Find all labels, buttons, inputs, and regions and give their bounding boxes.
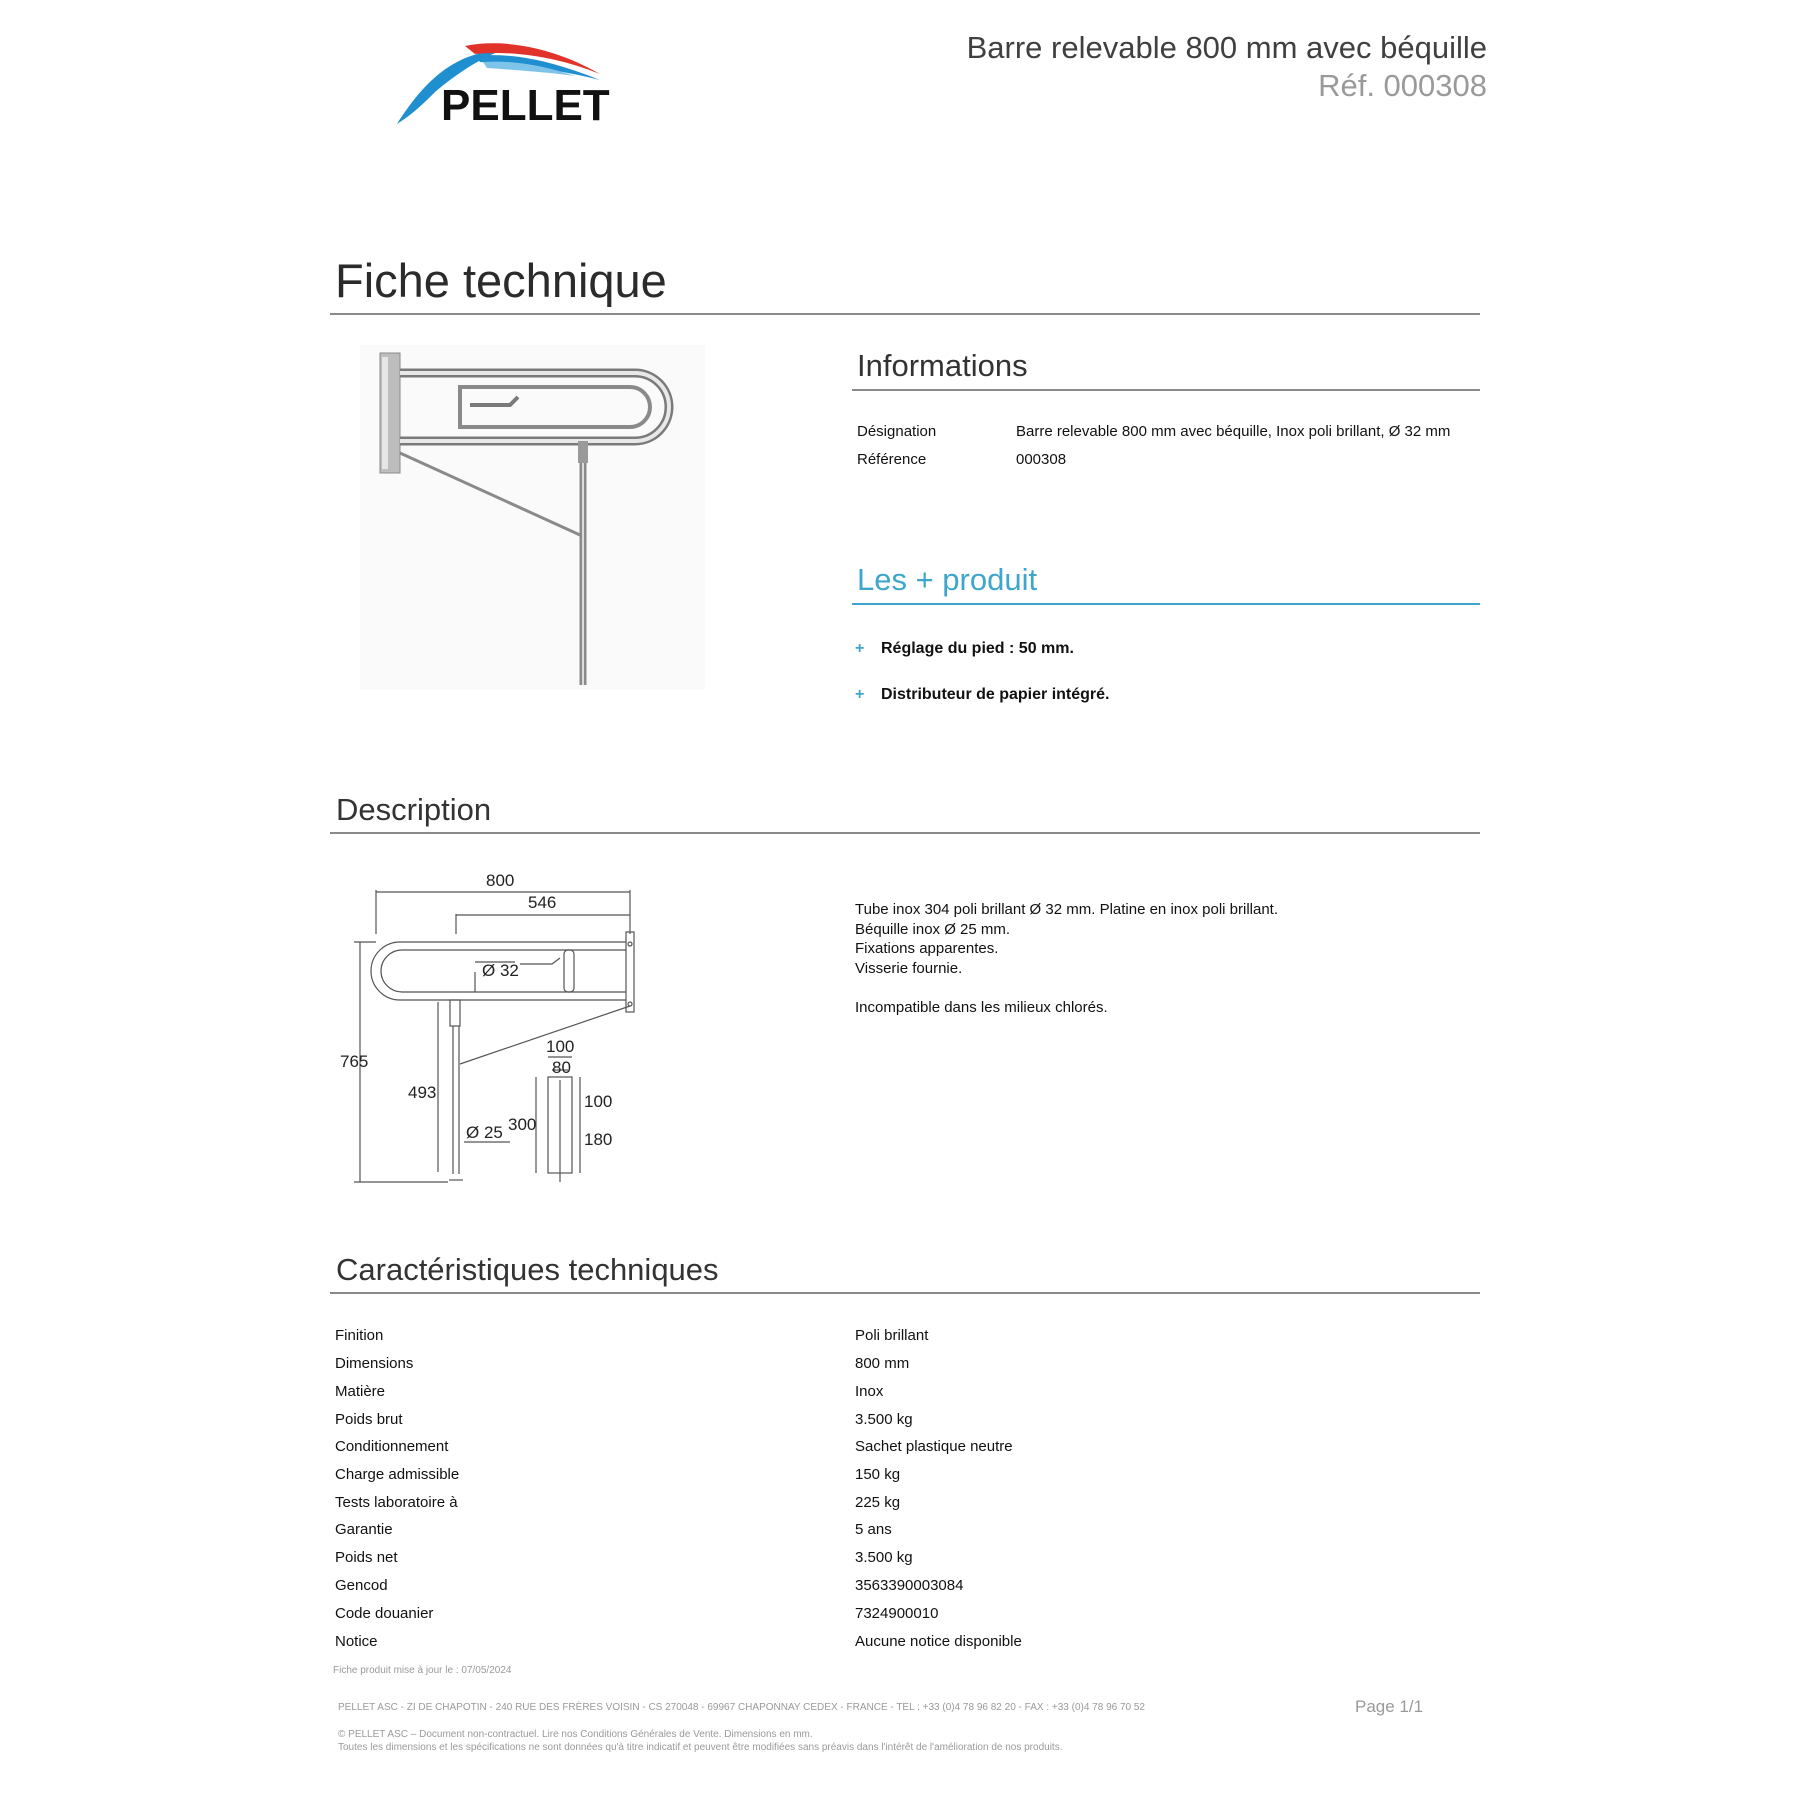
dim-label: 765: [340, 1052, 369, 1071]
spec-label-tests: Tests laboratoire à: [335, 1494, 458, 1511]
dim-label: 493: [408, 1083, 437, 1102]
description-text: [855, 900, 1455, 1017]
dim-label: 100: [546, 1037, 575, 1056]
spec-value-tests: 225 kg: [855, 1494, 901, 1511]
spec-value-matiere: Inox: [855, 1383, 884, 1400]
spec-label-conditionnement: Conditionnement: [335, 1438, 449, 1455]
spec-value-code-douanier: 7324900010: [855, 1605, 939, 1622]
spec-label-notice: Notice: [335, 1633, 378, 1650]
document-reference: Réf. 000308: [1318, 68, 1487, 103]
plus-item-text: Réglage du pied : 50 mm.: [881, 640, 1074, 657]
spec-label-code-douanier: Code douanier: [335, 1605, 434, 1622]
plus-produit-rule: [852, 603, 1480, 605]
spec-value-poids-net: 3.500 kg: [855, 1549, 913, 1566]
footer-updated: Fiche produit mise à jour le : 07/05/2024: [333, 1665, 512, 1676]
spec-value-poids-brut: 3.500 kg: [855, 1411, 913, 1428]
description-rule: [330, 832, 1480, 834]
spec-label-poids-net: Poids net: [335, 1549, 398, 1566]
description-line: Tube inox 304 poli brillant Ø 32 mm. Platine en inox poli brillant.: [855, 901, 1279, 918]
dim-label: 180: [584, 1130, 613, 1149]
spec-label-charge: Charge admissible: [335, 1466, 460, 1483]
dim-label: 300: [508, 1115, 537, 1134]
spec-value-charge: 150 kg: [855, 1466, 901, 1483]
product-photo: [360, 345, 705, 690]
plus-item-text: Distributeur de papier intégré.: [881, 686, 1110, 703]
footer-address: PELLET ASC - ZI DE CHAPOTIN - 240 RUE DES FRÈRES VOISIN - CS 270048 - 69967 CHAPONNAY CEDEX - FRANCE - TEL : +33 (0)4 78 96 82 20 - FAX : +33 (0)4 78 96 70 52: [338, 1702, 1145, 1713]
spec-value-conditionnement: Sachet plastique neutre: [855, 1438, 1013, 1455]
technical-drawing: [340, 862, 670, 1192]
description-line: Béquille inox Ø 25 mm.: [855, 920, 1011, 938]
caracteristiques-heading: Caractéristiques techniques: [336, 1252, 719, 1287]
description-line: Fixations apparentes.: [855, 940, 999, 957]
spec-label-poids-brut: Poids brut: [335, 1411, 403, 1428]
spec-label-gencod: Gencod: [335, 1577, 388, 1594]
plus-item: [855, 686, 1109, 704]
spec-label-finition: Finition: [335, 1327, 384, 1344]
plus-icon: +: [855, 640, 865, 657]
page-title: Fiche technique: [335, 254, 667, 307]
description-line: Incompatible dans les milieux chlorés.: [855, 998, 1108, 1016]
spec-value-finition: Poli brillant: [855, 1327, 929, 1344]
page-number: Page 1/1: [1355, 1697, 1424, 1716]
caracteristiques-rule: [330, 1292, 1480, 1294]
description-line: [855, 978, 1455, 998]
informations-rule: [852, 389, 1480, 391]
footer-disclaimer: Toutes les dimensions et les spécifications ne sont données qu'à titre indicatif et peuvent être modifiées sans préavis dans l'intérêt de l'amélioration de nos produits.: [338, 1742, 1063, 1753]
plus-item: [855, 640, 1074, 658]
dim-label: 100: [584, 1092, 613, 1111]
spec-value-garantie: 5 ans: [855, 1521, 892, 1538]
pellet-logo: [395, 40, 640, 130]
spec-label-matiere: Matière: [335, 1383, 386, 1400]
informations-heading: Informations: [857, 348, 1028, 383]
dim-label: Ø 25: [466, 1123, 503, 1142]
document-title: Barre relevable 800 mm avec béquille: [966, 30, 1487, 65]
dim-label: 800: [486, 871, 515, 890]
info-value-designation: Barre relevable 800 mm avec béquille, Inox poli brillant, Ø 32 mm: [1016, 423, 1451, 440]
plus-produit-heading: Les + produit: [857, 562, 1038, 597]
footer-copyright: © PELLET ASC – Document non-contractuel. Lire nos Conditions Générales de Vente. Dimensions en mm.: [338, 1729, 813, 1740]
plus-icon: +: [855, 686, 865, 703]
spec-label-garantie: Garantie: [335, 1521, 393, 1538]
dim-label: Ø 32: [482, 961, 519, 980]
spec-label-dimensions: Dimensions: [335, 1355, 414, 1372]
info-label-designation: Désignation: [857, 423, 937, 440]
description-heading: Description: [336, 792, 492, 827]
dim-label: 546: [528, 893, 557, 912]
description-line: Visserie fournie.: [855, 959, 963, 977]
page-title-rule: [330, 313, 1480, 315]
spec-value-notice: Aucune notice disponible: [855, 1633, 1022, 1650]
info-value-reference: 000308: [1016, 451, 1067, 468]
info-label-reference: Référence: [857, 451, 927, 468]
dim-label: 80: [552, 1058, 571, 1077]
spec-value-dimensions: 800 mm: [855, 1355, 910, 1372]
spec-value-gencod: 3563390003084: [855, 1577, 964, 1594]
brand-name: PELLET: [441, 81, 610, 130]
